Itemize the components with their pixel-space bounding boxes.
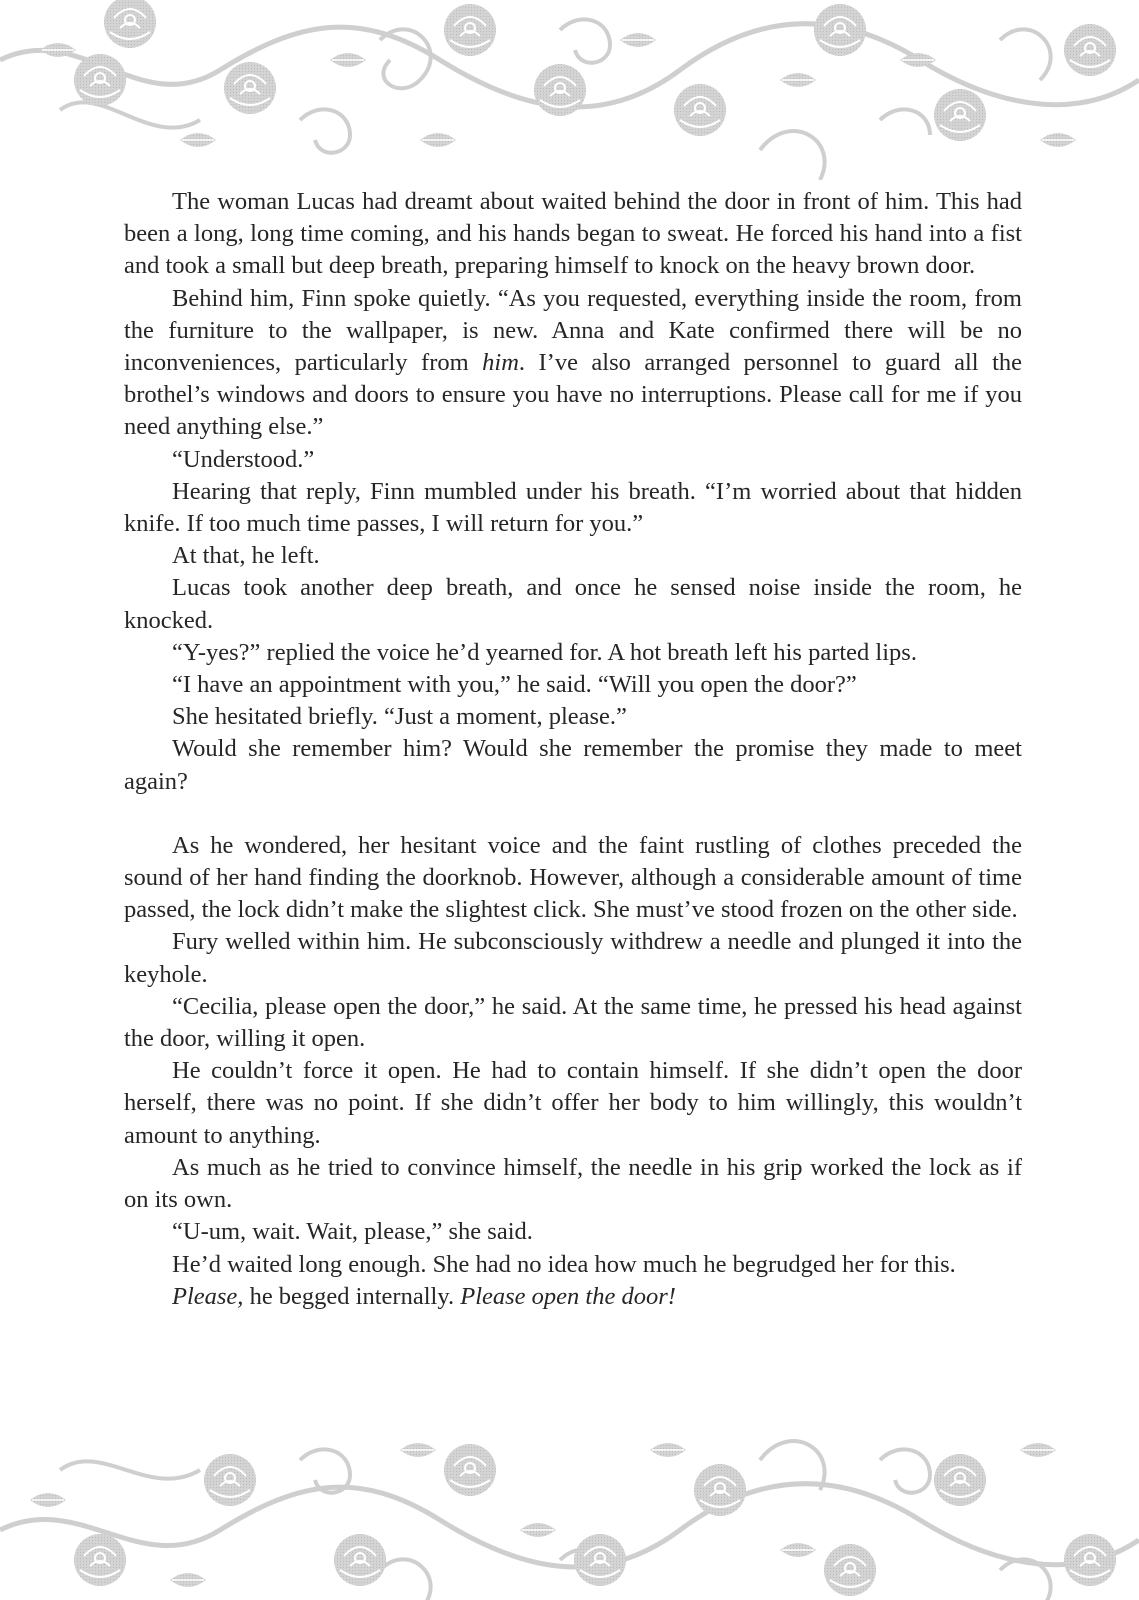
- paragraph: “Y-yes?” replied the voice he’d yearned for. A hot breath left his parted lips.: [172, 638, 917, 666]
- rose-vine-ornament-icon: [0, 1410, 1139, 1600]
- emphasis-text: Please,: [172, 1282, 244, 1310]
- paragraph: “Understood.”: [172, 445, 315, 473]
- bottom-rose-border: [0, 1410, 1139, 1600]
- paragraph: Fury welled within him. He subconsciously withdrew a needle and plunged it into the keyhole.: [124, 928, 1022, 988]
- paragraph: Would she remember him? Would she remember the promise they made to meet again?: [124, 735, 1022, 795]
- paragraph: “I have an appointment with you,” he said. “Will you open the door?”: [172, 671, 857, 699]
- paragraph: “U-um, wait. Wait, please,” she said.: [172, 1218, 533, 1246]
- paragraph: [124, 283, 1022, 444]
- paragraph: “Cecilia, please open the door,” he said. At the same time, he pressed his head against the door, willing it open.: [124, 992, 1022, 1053]
- paragraph: At that, he left.: [172, 542, 320, 570]
- emphasis-text: Please open the door!: [460, 1282, 676, 1310]
- paragraph: Hearing that reply, Finn mumbled under his breath. “I’m worried about that hidden knife. If too much time passes, I will return for you.”: [124, 477, 1022, 538]
- top-rose-border: [0, 0, 1139, 180]
- paragraph: As he wondered, her hesitant voice and the faint rustling of clothes preceded the sound of her hand finding the doorknob. However, although a considerable amount of time passed, the lock didn’t make the slightest click. She must’ve stood frozen on the other side.: [124, 831, 1022, 924]
- paragraph: The woman Lucas had dreamt about waited behind the door in front of him. This had been a long, long time coming, and his hands began to sweat. He forced his hand into a fist and took a small but deep breath, preparing himself to knock on the heavy brown door.: [124, 188, 1022, 280]
- rose-vine-ornament-icon: [0, 0, 1139, 180]
- paragraph: She hesitated briefly. “Just a moment, please.”: [172, 703, 627, 731]
- paragraph-text: he begged internally.: [243, 1282, 461, 1310]
- paragraph: [124, 1281, 1022, 1313]
- paragraph: As much as he tried to convince himself, the needle in his grip worked the lock as if on its own.: [124, 1153, 1022, 1214]
- paragraph-text: Behind him, Finn spoke quietly. “As you requested, everything inside the room, from the furniture to the wallpaper, is new. Anna and Kate confirmed there will be no inconveniences, particularly from: [124, 284, 1022, 377]
- paragraph-text: . I’ve also arranged personnel to guard all the brothel’s windows and doors to ensure you have no interruptions. Please call for me if you need anything else.”: [124, 349, 1022, 441]
- emphasis-text: him: [482, 349, 519, 377]
- paragraph: Lucas took another deep breath, and once he sensed noise inside the room, he knocked.: [124, 574, 1022, 634]
- story-text: [124, 186, 1022, 1313]
- paragraph: He’d waited long enough. She had no idea how much he begrudged her for this.: [172, 1250, 956, 1278]
- section-break: [124, 798, 1022, 830]
- paragraph: He couldn’t force it open. He had to contain himself. If she didn’t open the door herself, there was no point. If she didn’t offer her body to him willingly, this wouldn’t amount to anything.: [124, 1057, 1022, 1149]
